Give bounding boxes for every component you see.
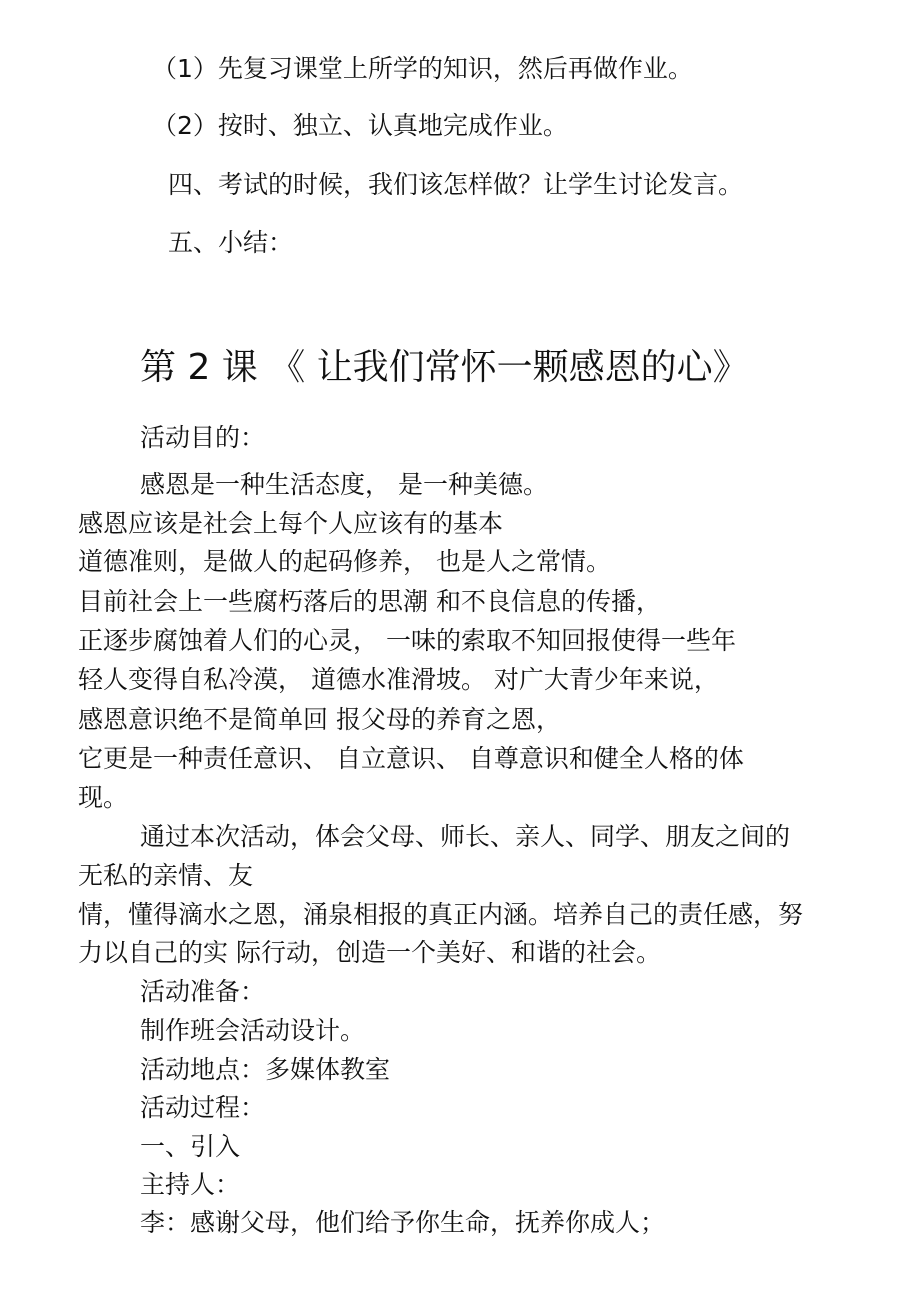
process-heading: 活动过程： (140, 1093, 266, 1122)
para1-line: 轻人变得自私冷漠， 道德水准滑坡。 对广大青少年来说， (78, 665, 719, 694)
list-item-review: （1）先复习课堂上所学的知识，然后再做作业。 (152, 54, 693, 83)
host-label: 主持人： (140, 1170, 241, 1199)
prep-heading: 活动准备： (140, 977, 266, 1006)
para1-line: 目前社会上一些腐朽落后的思潮 和不良信息的传播， (78, 587, 661, 616)
section-exam: 四、考试的时候，我们该怎样做？让学生讨论发言。 (168, 170, 744, 199)
para2-line: 通过本次活动，体会父母、师长、亲人、同学、朋友之间的 (140, 822, 791, 851)
location-line: 活动地点：多媒体教室 (140, 1055, 391, 1084)
list-item-homework: （2）按时、独立、认真地完成作业。 (152, 111, 568, 140)
para1-line: 感恩应该是社会上每个人应该有的基本 (78, 509, 504, 538)
para2-line: 力以自己的实 际行动，创造一个美好、和谐的社会。 (78, 938, 661, 967)
lesson-title: 第 2 课 《 让我们常怀一颗感恩的心》 (140, 347, 749, 388)
para2-line: 情，懂得滴水之恩，涌泉相报的真正内涵。培养自己的责任感，努 (78, 900, 804, 929)
para1-line: 正逐步腐蚀着人们的心灵， 一味的索取不知回报使得一些年 (78, 626, 736, 655)
para1-line: 感恩意识绝不是简单回 报父母的养育之恩， (78, 705, 561, 734)
section-summary: 五、小结： (168, 228, 294, 257)
step-intro: 一、引入 (140, 1132, 241, 1161)
host-line-li: 李：感谢父母，他们给予你生命，抚养你成人； (140, 1208, 666, 1237)
para1-line: 现。 (78, 783, 129, 812)
prep-item: 制作班会活动设计。 (140, 1016, 366, 1045)
goal-heading: 活动目的： (140, 423, 266, 452)
para1-line: 道德准则，是做人的起码修养， 也是人之常情。 (78, 547, 611, 576)
para1-line: 它更是一种责任意识、 自立意识、 自尊意识和健全人格的体 (78, 744, 744, 773)
para2-line: 无私的亲情、友 (78, 861, 254, 890)
para1-line: 感恩是一种生活态度， 是一种美德。 (140, 470, 548, 499)
